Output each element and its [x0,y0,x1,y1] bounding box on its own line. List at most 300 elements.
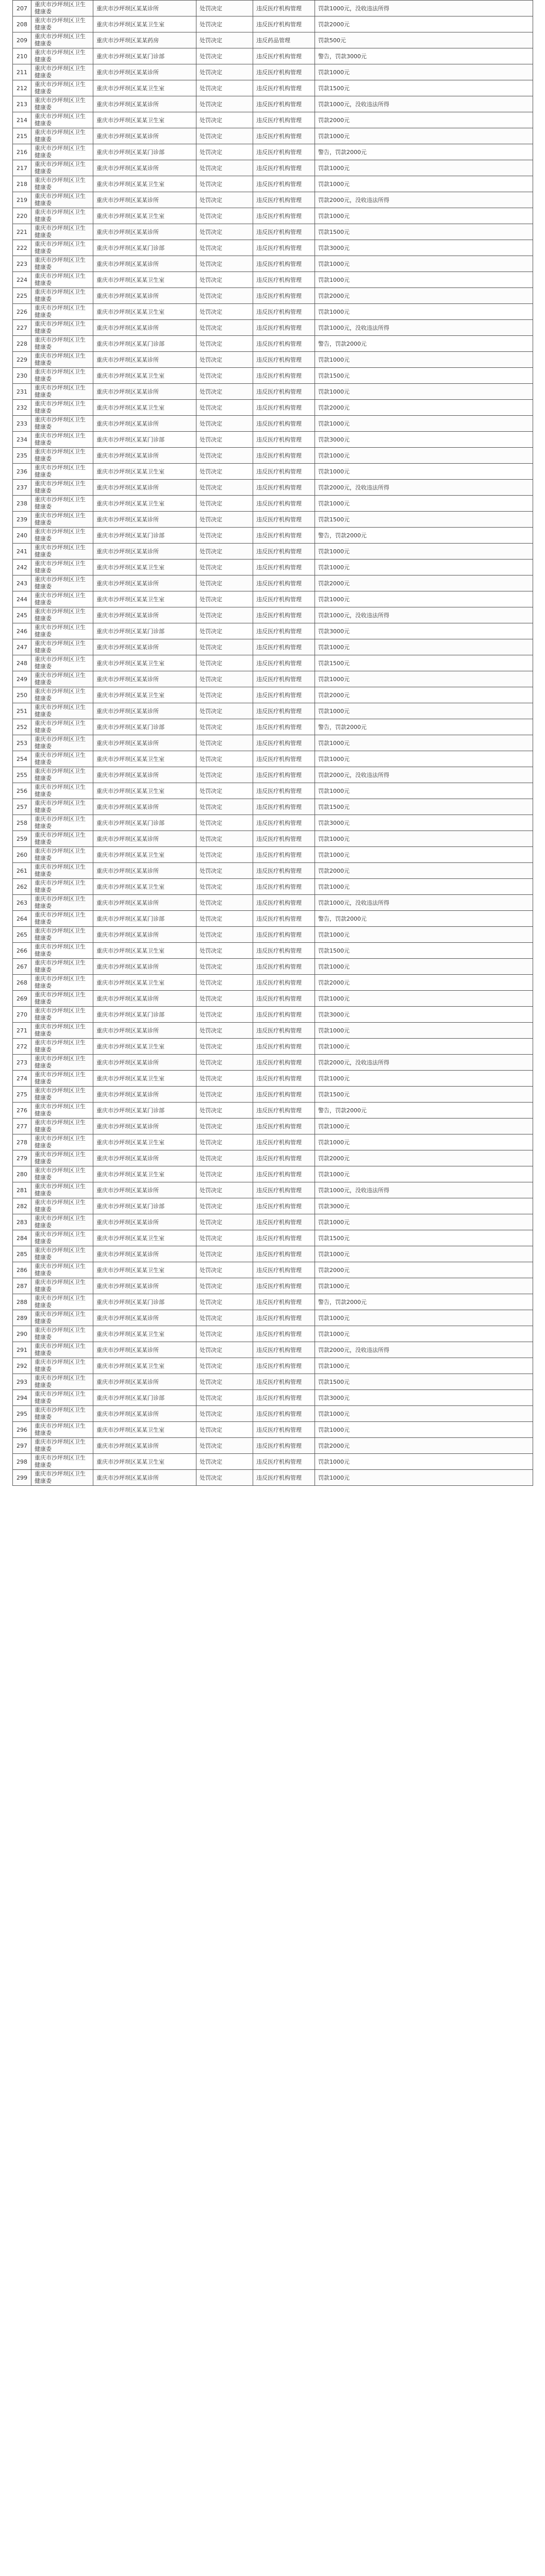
row-number: 234 [13,432,31,448]
table-row [13,991,533,1007]
row-number: 248 [13,655,31,671]
row-number: 289 [13,1310,31,1326]
place-cell: 重庆市沙坪坝区某某卫生室 [93,368,196,384]
type-cell: 处罚决定 [196,480,253,496]
unit-cell: 重庆市沙坪坝区卫生健康委 [31,735,93,751]
reason-cell: 违反医疗机构管理 [253,544,315,560]
type-cell: 处罚决定 [196,863,253,879]
place-cell: 重庆市沙坪坝区某某卫生室 [93,1166,196,1182]
table-row [13,384,533,400]
row-number: 295 [13,1406,31,1422]
unit-cell: 重庆市沙坪坝区卫生健康委 [31,607,93,623]
reason-cell: 违反医疗机构管理 [253,1390,315,1406]
place-cell: 重庆市沙坪坝区某某门诊部 [93,1294,196,1310]
type-cell: 处罚决定 [196,783,253,799]
place-cell: 重庆市沙坪坝区某某诊所 [93,512,196,528]
type-cell: 处罚决定 [196,1071,253,1087]
unit-cell: 重庆市沙坪坝区卫生健康委 [31,671,93,687]
place-cell: 重庆市沙坪坝区某某卫生室 [93,1454,196,1470]
table-row [13,735,533,751]
table-row [13,16,533,32]
unit-cell: 重庆市沙坪坝区卫生健康委 [31,863,93,879]
unit-cell: 重庆市沙坪坝区卫生健康委 [31,1246,93,1262]
unit-cell: 重庆市沙坪坝区卫生健康委 [31,1294,93,1310]
table-row [13,1150,533,1166]
result-cell: 罚款1000元，没收违法所得 [315,320,533,336]
result-cell: 罚款2000元 [315,16,533,32]
row-number: 237 [13,480,31,496]
row-number: 221 [13,224,31,240]
row-number: 299 [13,1470,31,1486]
row-number: 276 [13,1103,31,1118]
place-cell: 重庆市沙坪坝区某某卫生室 [93,304,196,320]
unit-cell: 重庆市沙坪坝区卫生健康委 [31,623,93,639]
reason-cell: 违反医疗机构管理 [253,975,315,991]
place-cell: 重庆市沙坪坝区某某诊所 [93,192,196,208]
row-number: 249 [13,671,31,687]
row-number: 240 [13,528,31,544]
unit-cell: 重庆市沙坪坝区卫生健康委 [31,528,93,544]
result-cell: 罚款1000元，没收违法所得 [315,607,533,623]
table-row [13,607,533,623]
row-number: 219 [13,192,31,208]
table-row [13,496,533,512]
result-cell: 罚款2000元 [315,1438,533,1454]
table-row [13,1134,533,1150]
place-cell: 重庆市沙坪坝区某某诊所 [93,863,196,879]
type-cell: 处罚决定 [196,544,253,560]
type-cell: 处罚决定 [196,767,253,783]
unit-cell: 重庆市沙坪坝区卫生健康委 [31,1278,93,1294]
table-row [13,96,533,112]
row-number: 290 [13,1326,31,1342]
table-row [13,1310,533,1326]
place-cell: 重庆市沙坪坝区某某诊所 [93,703,196,719]
row-number: 277 [13,1118,31,1134]
place-cell: 重庆市沙坪坝区某某卫生室 [93,943,196,959]
reason-cell: 违反医疗机构管理 [253,160,315,176]
type-cell: 处罚决定 [196,1390,253,1406]
table-row [13,863,533,879]
place-cell: 重庆市沙坪坝区某某门诊部 [93,432,196,448]
unit-cell: 重庆市沙坪坝区卫生健康委 [31,655,93,671]
unit-cell: 重庆市沙坪坝区卫生健康委 [31,1358,93,1374]
table-row [13,448,533,464]
type-cell: 处罚决定 [196,991,253,1007]
type-cell: 处罚决定 [196,528,253,544]
unit-cell: 重庆市沙坪坝区卫生健康委 [31,64,93,80]
result-cell: 罚款1000元 [315,128,533,144]
unit-cell: 重庆市沙坪坝区卫生健康委 [31,751,93,767]
unit-cell: 重庆市沙坪坝区卫生健康委 [31,448,93,464]
table-row [13,1214,533,1230]
result-cell: 罚款500元 [315,32,533,48]
result-cell: 罚款1000元 [315,591,533,607]
reason-cell: 违反医疗机构管理 [253,1182,315,1198]
type-cell: 处罚决定 [196,1055,253,1071]
type-cell: 处罚决定 [196,560,253,575]
place-cell: 重庆市沙坪坝区某某诊所 [93,320,196,336]
type-cell: 处罚决定 [196,256,253,272]
place-cell: 重庆市沙坪坝区某某诊所 [93,1214,196,1230]
reason-cell: 违反医疗机构管理 [253,448,315,464]
unit-cell: 重庆市沙坪坝区卫生健康委 [31,847,93,863]
unit-cell: 重庆市沙坪坝区卫生健康委 [31,1310,93,1326]
place-cell: 重庆市沙坪坝区某某卫生室 [93,1422,196,1438]
result-cell: 罚款1000元 [315,464,533,480]
type-cell: 处罚决定 [196,1007,253,1023]
row-number: 246 [13,623,31,639]
result-cell: 警告，罚款2000元 [315,911,533,927]
result-cell: 罚款1500元 [315,1087,533,1103]
unit-cell: 重庆市沙坪坝区卫生健康委 [31,224,93,240]
place-cell: 重庆市沙坪坝区某某卫生室 [93,655,196,671]
place-cell: 重庆市沙坪坝区某某诊所 [93,1342,196,1358]
reason-cell: 违反医疗机构管理 [253,655,315,671]
type-cell: 处罚决定 [196,687,253,703]
unit-cell: 重庆市沙坪坝区卫生健康委 [31,384,93,400]
place-cell: 重庆市沙坪坝区某某诊所 [93,1023,196,1039]
result-cell: 罚款1000元 [315,160,533,176]
table-row [13,528,533,544]
row-number: 207 [13,1,31,16]
unit-cell: 重庆市沙坪坝区卫生健康委 [31,1182,93,1198]
unit-cell: 重庆市沙坪坝区卫生健康委 [31,352,93,368]
unit-cell: 重庆市沙坪坝区卫生健康委 [31,591,93,607]
reason-cell: 违反医疗机构管理 [253,671,315,687]
reason-cell: 违反医疗机构管理 [253,240,315,256]
reason-cell: 违反医疗机构管理 [253,1134,315,1150]
place-cell: 重庆市沙坪坝区某某卫生室 [93,400,196,416]
unit-cell: 重庆市沙坪坝区卫生健康委 [31,208,93,224]
place-cell: 重庆市沙坪坝区某某卫生室 [93,783,196,799]
reason-cell: 违反医疗机构管理 [253,831,315,847]
unit-cell: 重庆市沙坪坝区卫生健康委 [31,639,93,655]
unit-cell: 重庆市沙坪坝区卫生健康委 [31,831,93,847]
result-cell: 警告，罚款2000元 [315,336,533,352]
row-number: 241 [13,544,31,560]
result-cell: 罚款1500元 [315,799,533,815]
result-cell: 警告，罚款2000元 [315,528,533,544]
place-cell: 重庆市沙坪坝区某某诊所 [93,1310,196,1326]
row-number: 213 [13,96,31,112]
type-cell: 处罚决定 [196,224,253,240]
place-cell: 重庆市沙坪坝区某某门诊部 [93,336,196,352]
table-row [13,959,533,975]
place-cell: 重庆市沙坪坝区某某诊所 [93,1182,196,1198]
result-cell: 罚款1000元 [315,384,533,400]
row-number: 265 [13,927,31,943]
row-number: 268 [13,975,31,991]
result-cell: 罚款1000元 [315,671,533,687]
result-cell: 罚款3000元 [315,815,533,831]
row-number: 298 [13,1454,31,1470]
table-row [13,751,533,767]
result-cell: 罚款1000元 [315,1454,533,1470]
result-cell: 罚款1000元 [315,1134,533,1150]
result-cell: 罚款1000元 [315,1470,533,1486]
unit-cell: 重庆市沙坪坝区卫生健康委 [31,1406,93,1422]
table-row [13,1166,533,1182]
reason-cell: 违反医疗机构管理 [253,1470,315,1486]
table-row [13,655,533,671]
result-cell: 罚款1000元 [315,1039,533,1055]
reason-cell: 违反医疗机构管理 [253,1087,315,1103]
reason-cell: 违反医疗机构管理 [253,1422,315,1438]
reason-cell: 违反医疗机构管理 [253,1374,315,1390]
result-cell: 罚款1500元 [315,655,533,671]
type-cell: 处罚决定 [196,208,253,224]
type-cell: 处罚决定 [196,703,253,719]
row-number: 233 [13,416,31,432]
row-number: 269 [13,991,31,1007]
result-cell: 罚款2000元 [315,288,533,304]
type-cell: 处罚决定 [196,751,253,767]
reason-cell: 违反医疗机构管理 [253,336,315,352]
table-row [13,192,533,208]
result-cell: 罚款1000元 [315,1246,533,1262]
table-row [13,1087,533,1103]
result-cell: 罚款1000元 [315,304,533,320]
result-cell: 警告，罚款3000元 [315,48,533,64]
reason-cell: 违反医疗机构管理 [253,480,315,496]
type-cell: 处罚决定 [196,1310,253,1326]
row-number: 235 [13,448,31,464]
place-cell: 重庆市沙坪坝区某某诊所 [93,288,196,304]
table-row [13,1262,533,1278]
row-number: 251 [13,703,31,719]
reason-cell: 违反医疗机构管理 [253,464,315,480]
table-row [13,304,533,320]
type-cell: 处罚决定 [196,160,253,176]
reason-cell: 违反医疗机构管理 [253,96,315,112]
table-row [13,1342,533,1358]
unit-cell: 重庆市沙坪坝区卫生健康委 [31,272,93,288]
table-row [13,1326,533,1342]
type-cell: 处罚决定 [196,1406,253,1422]
row-number: 220 [13,208,31,224]
reason-cell: 违反医疗机构管理 [253,1342,315,1358]
result-cell: 罚款2000元 [315,575,533,591]
row-number: 228 [13,336,31,352]
type-cell: 处罚决定 [196,64,253,80]
reason-cell: 违反医疗机构管理 [253,1118,315,1134]
unit-cell: 重庆市沙坪坝区卫生健康委 [31,496,93,512]
unit-cell: 重庆市沙坪坝区卫生健康委 [31,1023,93,1039]
table-row [13,703,533,719]
result-cell: 罚款1000元 [315,959,533,975]
row-number: 258 [13,815,31,831]
result-cell: 罚款1000元，没收违法所得 [315,96,533,112]
type-cell: 处罚决定 [196,496,253,512]
row-number: 232 [13,400,31,416]
table-row [13,352,533,368]
table-row [13,1422,533,1438]
place-cell: 重庆市沙坪坝区某某药房 [93,32,196,48]
place-cell: 重庆市沙坪坝区某某诊所 [93,831,196,847]
place-cell: 重庆市沙坪坝区某某门诊部 [93,1103,196,1118]
result-cell: 罚款1000元，没收违法所得 [315,1,533,16]
place-cell: 重庆市沙坪坝区某某卫生室 [93,751,196,767]
reason-cell: 违反医疗机构管理 [253,304,315,320]
type-cell: 处罚决定 [196,352,253,368]
result-cell: 罚款1500元 [315,1374,533,1390]
result-cell: 罚款1000元 [315,1071,533,1087]
place-cell: 重庆市沙坪坝区某某门诊部 [93,719,196,735]
result-cell: 罚款1000元 [315,1278,533,1294]
row-number: 236 [13,464,31,480]
reason-cell: 违反医疗机构管理 [253,1198,315,1214]
result-cell: 罚款1000元 [315,751,533,767]
result-cell: 罚款2000元 [315,112,533,128]
place-cell: 重庆市沙坪坝区某某门诊部 [93,528,196,544]
type-cell: 处罚决定 [196,1470,253,1486]
table-row [13,272,533,288]
type-cell: 处罚决定 [196,512,253,528]
result-cell: 罚款1000元 [315,783,533,799]
place-cell: 重庆市沙坪坝区某某门诊部 [93,815,196,831]
table-row [13,560,533,575]
reason-cell: 违反医疗机构管理 [253,48,315,64]
unit-cell: 重庆市沙坪坝区卫生健康委 [31,48,93,64]
unit-cell: 重庆市沙坪坝区卫生健康委 [31,1103,93,1118]
table-row [13,1294,533,1310]
result-cell: 警告，罚款2000元 [315,1103,533,1118]
place-cell: 重庆市沙坪坝区某某诊所 [93,927,196,943]
reason-cell: 违反医疗机构管理 [253,384,315,400]
unit-cell: 重庆市沙坪坝区卫生健康委 [31,128,93,144]
unit-cell: 重庆市沙坪坝区卫生健康委 [31,943,93,959]
place-cell: 重庆市沙坪坝区某某门诊部 [93,1390,196,1406]
reason-cell: 违反医疗机构管理 [253,687,315,703]
reason-cell: 违反医疗机构管理 [253,1166,315,1182]
place-cell: 重庆市沙坪坝区某某诊所 [93,256,196,272]
unit-cell: 重庆市沙坪坝区卫生健康委 [31,1390,93,1406]
place-cell: 重庆市沙坪坝区某某卫生室 [93,1358,196,1374]
type-cell: 处罚决定 [196,1103,253,1118]
table-row [13,224,533,240]
type-cell: 处罚决定 [196,975,253,991]
result-cell: 罚款1000元 [315,991,533,1007]
reason-cell: 违反医疗机构管理 [253,128,315,144]
row-number: 243 [13,575,31,591]
unit-cell: 重庆市沙坪坝区卫生健康委 [31,783,93,799]
unit-cell: 重庆市沙坪坝区卫生健康委 [31,32,93,48]
result-cell: 罚款3000元 [315,1198,533,1214]
unit-cell: 重庆市沙坪坝区卫生健康委 [31,1150,93,1166]
row-number: 275 [13,1087,31,1103]
table-row [13,32,533,48]
reason-cell: 违反医疗机构管理 [253,895,315,911]
type-cell: 处罚决定 [196,847,253,863]
place-cell: 重庆市沙坪坝区某某卫生室 [93,208,196,224]
unit-cell: 重庆市沙坪坝区卫生健康委 [31,560,93,575]
table-row [13,1103,533,1118]
place-cell: 重庆市沙坪坝区某某卫生室 [93,687,196,703]
unit-cell: 重庆市沙坪坝区卫生健康委 [31,975,93,991]
reason-cell: 违反医疗机构管理 [253,352,315,368]
table-row [13,176,533,192]
result-cell: 罚款2000元 [315,975,533,991]
place-cell: 重庆市沙坪坝区某某卫生室 [93,464,196,480]
result-cell: 罚款1000元 [315,847,533,863]
records-table-body [13,1,533,1486]
table-row [13,64,533,80]
reason-cell: 违反医疗机构管理 [253,623,315,639]
result-cell: 罚款1500元 [315,512,533,528]
type-cell: 处罚决定 [196,320,253,336]
type-cell: 处罚决定 [196,1134,253,1150]
row-number: 285 [13,1246,31,1262]
reason-cell: 违反医疗机构管理 [253,208,315,224]
result-cell: 罚款1000元 [315,272,533,288]
result-cell: 罚款2000元 [315,687,533,703]
place-cell: 重庆市沙坪坝区某某诊所 [93,1406,196,1422]
unit-cell: 重庆市沙坪坝区卫生健康委 [31,144,93,160]
place-cell: 重庆市沙坪坝区某某卫生室 [93,1071,196,1087]
reason-cell: 违反医疗机构管理 [253,400,315,416]
unit-cell: 重庆市沙坪坝区卫生健康委 [31,1230,93,1246]
reason-cell: 违反医疗机构管理 [253,16,315,32]
table-row [13,591,533,607]
unit-cell: 重庆市沙坪坝区卫生健康委 [31,959,93,975]
type-cell: 处罚决定 [196,1166,253,1182]
row-number: 296 [13,1422,31,1438]
type-cell: 处罚决定 [196,1294,253,1310]
row-number: 267 [13,959,31,975]
row-number: 274 [13,1071,31,1087]
result-cell: 罚款1000元 [315,496,533,512]
type-cell: 处罚决定 [196,719,253,735]
reason-cell: 违反医疗机构管理 [253,1278,315,1294]
unit-cell: 重庆市沙坪坝区卫生健康委 [31,1166,93,1182]
unit-cell: 重庆市沙坪坝区卫生健康委 [31,480,93,496]
place-cell: 重庆市沙坪坝区某某卫生室 [93,560,196,575]
reason-cell: 违反医疗机构管理 [253,767,315,783]
table-row [13,544,533,560]
unit-cell: 重庆市沙坪坝区卫生健康委 [31,176,93,192]
row-number: 297 [13,1438,31,1454]
row-number: 211 [13,64,31,80]
row-number: 270 [13,1007,31,1023]
reason-cell: 违反医疗机构管理 [253,799,315,815]
row-number: 293 [13,1374,31,1390]
type-cell: 处罚决定 [196,959,253,975]
type-cell: 处罚决定 [196,240,253,256]
reason-cell: 违反医疗机构管理 [253,751,315,767]
row-number: 210 [13,48,31,64]
place-cell: 重庆市沙坪坝区某某诊所 [93,224,196,240]
table-row [13,943,533,959]
reason-cell: 违反医疗机构管理 [253,144,315,160]
reason-cell: 违反医疗机构管理 [253,1326,315,1342]
result-cell: 罚款1000元 [315,176,533,192]
unit-cell: 重庆市沙坪坝区卫生健康委 [31,687,93,703]
place-cell: 重庆市沙坪坝区某某卫生室 [93,1134,196,1150]
unit-cell: 重庆市沙坪坝区卫生健康委 [31,815,93,831]
table-row [13,1198,533,1214]
unit-cell: 重庆市沙坪坝区卫生健康委 [31,1438,93,1454]
reason-cell: 违反医疗机构管理 [253,224,315,240]
place-cell: 重庆市沙坪坝区某某诊所 [93,607,196,623]
type-cell: 处罚决定 [196,1326,253,1342]
type-cell: 处罚决定 [196,1230,253,1246]
row-number: 231 [13,384,31,400]
table-row [13,512,533,528]
place-cell: 重庆市沙坪坝区某某诊所 [93,416,196,432]
table-row [13,144,533,160]
row-number: 273 [13,1055,31,1071]
